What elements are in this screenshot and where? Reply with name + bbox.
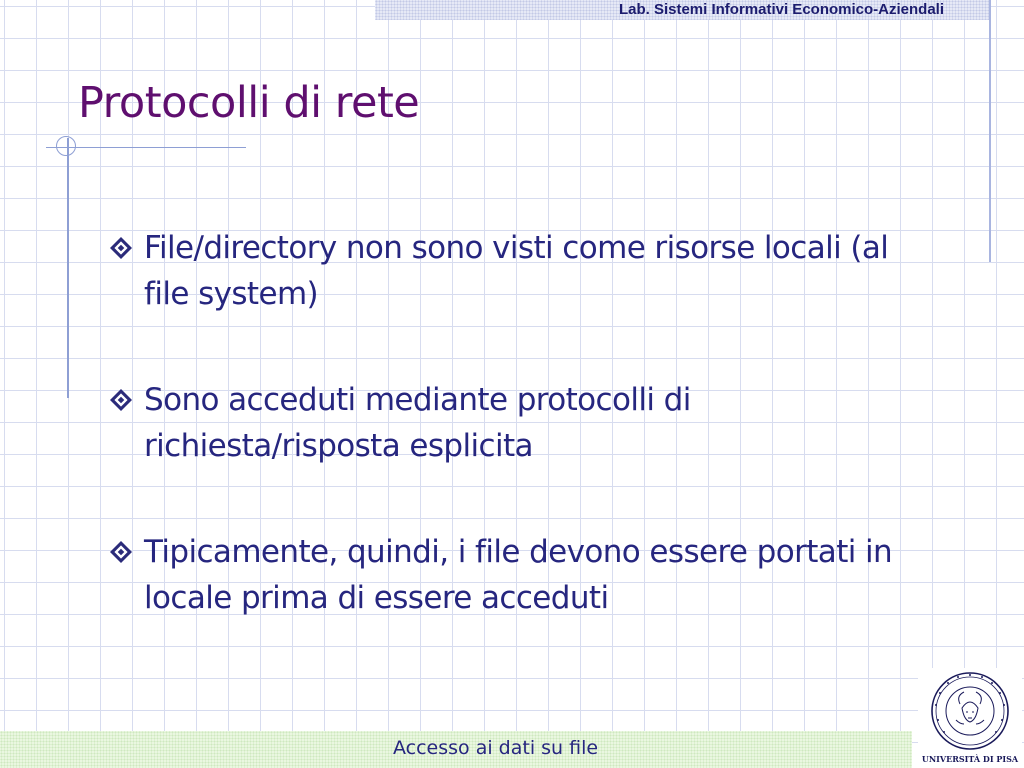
decorative-horizontal-line (46, 147, 246, 148)
university-logo (918, 668, 1022, 768)
bullet-item (108, 377, 898, 469)
diamond-bullet-icon (110, 237, 132, 259)
bullet-text: Sono acceduti mediante protocolli di richiesta/risposta esplicita (144, 382, 691, 464)
slide-title: Protocolli di rete (78, 78, 420, 128)
bullet-text: File/directory non sono visti come risorse locali (al file system) (144, 230, 889, 312)
bullet-item (108, 225, 898, 317)
logo-caption: UNIVERSITÀ DI PISA (921, 754, 1019, 764)
bullet-item (108, 529, 898, 621)
bullet-list (108, 225, 898, 681)
bullet-text: Tipicamente, quindi, i file devono essere portati in locale prima di essere acceduti (144, 534, 893, 616)
decorative-circle (56, 136, 76, 156)
university-seal-icon (930, 668, 1010, 754)
footer-text: Accesso ai dati su file (393, 737, 599, 759)
decorative-right-line (989, 0, 991, 262)
decorative-vertical-line (67, 138, 69, 398)
diamond-bullet-icon (110, 541, 132, 563)
header-text: Lab. Sistemi Informativi Economico-Aziendali (618, 1, 944, 18)
diamond-bullet-icon (110, 389, 132, 411)
